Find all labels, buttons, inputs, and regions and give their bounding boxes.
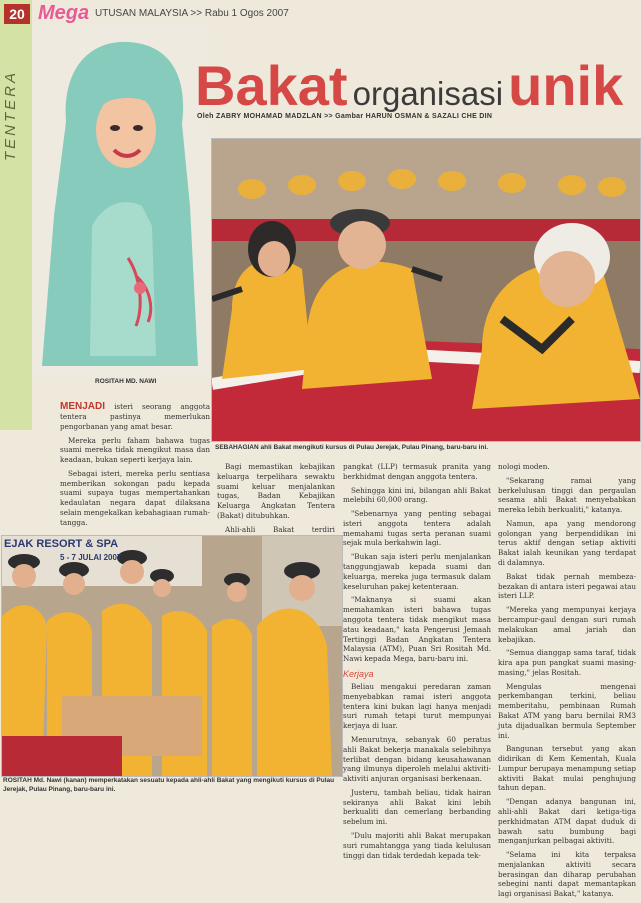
col3-p1: pangkat (LLP) termasuk pranita yang berkhidmat dengan anggota tentera. (343, 462, 491, 481)
col1-p1: isteri seorang anggota tentera pastinya memerlukan pengorbanan yang amat besar. (60, 402, 210, 431)
brand-logo: Mega (38, 2, 90, 24)
banner-date: 5 - 7 JULAI 2007 (60, 553, 122, 562)
col4-p3: Namun, apa yang mendorong golongan yang berpendidikan ini terus aktif dengan setiap aktiviti Bakat ialah keunikan yang terdapat di dalamnya. (498, 518, 636, 568)
col3-p9: "Dulu majoriti ahli Bakat merupakan suri rumahtangga yang tiada kelulusan tinggi dan tidak terdedah kepada tek- (343, 831, 491, 860)
main-photo (211, 138, 641, 442)
col2-p1: Bagi memastikan kebajikan keluarga terpelihara sewaktu suami keluar menjalankan tugas, Badan Kebajikan Keluarga Angkatan Tentera (Bakat) ditubuhkan. (217, 462, 335, 520)
page-number: 20 (4, 4, 30, 24)
col4-p2: "Sekarang ramai yang berkelulusan tinggi dan pergaulan sesama ahli Bakat menyebabkan mereka lebih berkualiti," katanya. (498, 475, 636, 515)
col4-p5: "Mereka yang mempunyai kerjaya bercampur-gaul dengan suri rumah melakukan amal jariah dan kebajikan. (498, 605, 636, 644)
bottom-photo-caption (3, 777, 339, 795)
banner-text: EJAK RESORT & SPA (4, 538, 119, 550)
main-photo-caption-lead: SEBAHAGIAN (215, 444, 259, 451)
main-photo-caption-text: ahli Bakat mengikuti kursus di Pulau Jerejak, Pulau Pinang, baru-baru ini. (260, 444, 489, 451)
bottom-caption-lead: ROSITAH Md. Nawi (kanan) (3, 777, 87, 784)
classroom-illustration (212, 139, 640, 441)
byline: Oleh ZABRY MOHAMAD MADZLAN >> Gambar HARUN OSMAN & SAZALI CHE DIN (197, 113, 493, 120)
col4-p8: Bangunan tersebut yang akan didirikan di Kem Kementah, Kuala Lumpur berupaya menampung setiap aktiviti Bakat mulai penghujung tahun depan. (498, 744, 636, 793)
col3-p3: "Sebenarnya yang penting sebagai isteri anggota tentera adalah memahami tugas serta peranan suami sejak mula berkahwin lagi. (343, 509, 491, 548)
article-column-1 (60, 401, 210, 532)
article-column-3 (343, 462, 491, 864)
headline-word-2: organisasi (352, 75, 504, 112)
col4-p6: "Semua dianggap sama taraf, tidak kira apa pun pangkat suami masing-masing," jelas Rositah. (498, 648, 636, 677)
col4-p9: "Dengan adanya bangunan ini, ahli-ahli Bakat dari ketiga-tiga perkhidmatan ATM dapat duduk di bawah satu bumbung bagi menganjurkan pelbagai aktiviti. (498, 797, 636, 846)
col3-p7: Menurutnya, sebanyak 60 peratus ahli Bakat bekerja manakala selebihnya terlibat dengan bidang keusahawanan yang ilmunya diperoleh melalui aktiviti-aktiviti anjuran organisasi berkenaan. (343, 734, 491, 784)
col3-p2: Sehingga kini ini, bilangan ahli Bakat melebihi 60,000 orang. (343, 485, 491, 505)
col3-p8: Justeru, tambah beliau, tidak hairan sekiranya ahli Bakat kini lebih berkualiti dan cemerlang berbanding sebelum ini. (343, 787, 491, 827)
headline-word-1: Bakat (195, 54, 348, 117)
portrait-photo (32, 26, 210, 378)
col1-p3: Sebagai isteri, mereka perlu sentiasa memberikan sokongan padu kepada suami supaya tugas mempertahankan kedaulatan negara dapat dilaksana selain mengekalkan kebahagiaan rumah-tangga. (60, 468, 210, 527)
publication-line: UTUSAN MALAYSIA >> Rabu 1 Ogos 2007 (95, 8, 289, 19)
subhead-kerjaya: Kerjaya (343, 668, 374, 679)
headline-word-3: unik (508, 54, 624, 117)
portrait-caption: ROSITAH MD. NAWI (95, 378, 157, 385)
portrait-illustration (32, 26, 210, 378)
col2-p2: Ahli-ahli Bakat terdiri (225, 524, 335, 534)
col4-p1: nologi moden. (498, 462, 550, 471)
group-illustration (2, 536, 342, 776)
col4-p4: Bakat tidak pernah membeza-bezakan di antara isteri pegawai atau isteri LLP. (498, 571, 636, 601)
drop-word: MENJADI (60, 401, 106, 412)
col1-p2: Mereka perlu faham bahawa tugas suami mereka tidak mengikut masa dan keadaan, bukan seperti kerjaya lain. (60, 435, 210, 465)
banner-sign (4, 538, 118, 550)
col3-p5: "Maknanya si suami akan memahamkan isteri bahawa tugas anggota tentera tidak mengikut masa atau keadaan," kata Pengerusi Jemaah Tertinggi Badan Angkatan Tentera Malaysia (ATM), Puan Sri Rositah Md. Nawi kepada Mega, baru-baru ini. (343, 595, 491, 664)
col4-p10: "Selama ini kita terpaksa menjalankan aktiviti secara berasingan dan diharap perubahan sebegini nanti dapat memantapkan lagi organisasi Bakat," katanya. (498, 850, 636, 899)
article-column-4 (498, 462, 636, 903)
main-photo-caption (215, 444, 635, 453)
bottom-photo (1, 535, 343, 777)
col3-p6: Beliau mengakui peredaran zaman menyebabkan ramai isteri anggota tentera kini bukan lagi hanya menjadi suri rumah tetapi turut mempunyai kerjaya di luar. (343, 682, 491, 731)
section-label: TENTERA (2, 69, 19, 161)
col4-p7: Mengulas mengenai perkembangan terkini, beliau memberitahu, pembinaan Rumah Bakat ATM yang baru bernilai RM3 juta dijadualkan bermula September ini. (498, 681, 636, 740)
bottom-caption-text: memperkatakan sesuatu kepada ahli-ahli Bakat yang mengikuti kursus di Pulau Jerejak, Pulau Pinang, baru-baru ini. (3, 777, 335, 793)
col3-p4: "Bukan saja isteri perlu menjalankan tanggungjawab kepada suami dan keluarga, mereka juga termasuk dalam keseluruhan pakej ketenteraan. (343, 552, 491, 591)
